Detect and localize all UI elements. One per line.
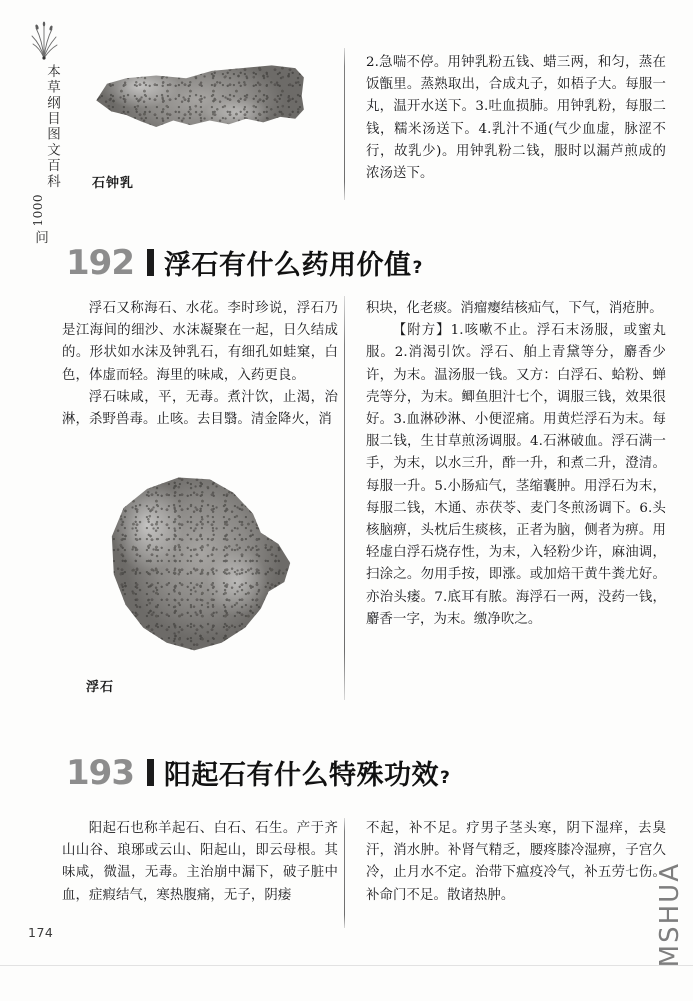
column-divider-193 [344,818,345,928]
section-heading-193 [66,753,450,793]
section-193-right-column [366,818,666,907]
footer-divider [0,965,693,966]
section-number: 193 [66,753,134,793]
heading-separator-bar [147,249,154,276]
spine-number: 1000 [31,194,45,227]
paragraph: 2.急喘不停。用钟乳粉五钱、蜡三两，和匀，蒸在饭甑里。蒸熟取出，合成丸子，如梧子大。每服一丸，温开水送下。3.吐血损肺。用钟乳粉，每服二钱，糯米汤送下。4.乳汁不通(气少血虚，脉涩不行，故乳少)。用钟乳粉二钱，服时以漏芦煎成的浓汤送下。 [366,55,666,182]
spine-title-text: 本草纲目图文百科 [44,64,60,190]
column-divider-192 [344,296,345,700]
watermark-text: MSHUA [655,862,685,968]
pumice-specimen-photo [104,468,300,658]
section-question-mark: ? [412,258,423,278]
paragraph: 浮石味咸，平，无毒。煮汁饮，止渴，治淋，杀野兽毒。止咳。去目翳。清金降火，消 [62,389,338,428]
spine-suffix: 问 [32,230,48,244]
section-number: 192 [66,243,134,283]
spine-title-block [27,18,61,248]
section-192-left-column [62,298,338,431]
section-title: 浮石有什么药用价值 [163,250,412,281]
section-title: 阳起石有什么特殊功效 [163,760,439,791]
section-heading-192 [66,243,422,283]
heading-separator-bar [147,759,154,786]
section-192-right-column [366,298,666,631]
stalactite-specimen-photo [92,58,306,150]
top-right-text-block [366,52,666,185]
paragraph: 阳起石也称羊起石、白石、石生。产于齐山山谷、琅琊或云山、阳起山，即云母根。其味咸，微温，无毒。主治崩中漏下，破子脏中血，症瘕结气，寒热腹痛，无子，阴痿 [62,821,338,903]
section-question-mark: ? [439,768,450,788]
page-number: 174 [28,925,54,940]
paragraph: 不起，补不足。疗男子茎头寒，阴下湿痒，去臭汗，消水肿。补肾气精乏，腰疼膝冷湿痹，子宫久冷，止月水不定。治带下瘟疫冷气，补五劳七伤。补命门不足。散诸热肿。 [366,821,666,903]
paragraph: 【附方】1.咳嗽不止。浮石末汤服，或蜜丸服。2.消渴引饮。浮石、舶上青黛等分，麝香少许，为末。温汤服一钱。又方：白浮石、蛤粉、蝉壳等分，为末。鲫鱼胆汁七个，调服三钱，效果很好。3.血淋砂淋、小便涩痛。用黄烂浮石为末。每服二钱，生甘草煎汤调服。4.石淋破血。浮石满一手，为末，以水三升，酢一升，和煮二升，澄清。每服一升。5.小肠疝气，茎缩囊肿。用浮石为末，每服二钱，木通、赤茯苓、麦门冬煎汤调下。6.头核脑痹，头枕后生痰核，正者为脑，侧者为痹。用轻虚白浮石烧存性，为末，入轻粉少许，麻油调，扫涂之。勿用手按，即涨。或加焙干黄牛粪尤好。亦治头瘘。7.底耳有脓。海浮石一两，没药一钱，麝香一字，为末。缴净吹之。 [366,323,666,627]
figure-caption: 浮石 [86,680,115,695]
grass-sprig-icon [27,18,61,60]
figure-pumice [86,468,300,695]
figure-stalactite [92,58,306,191]
column-divider-top [344,48,345,200]
paragraph: 积块，化老痰。消瘤瘿结核疝气，下气，消疮肿。 [366,301,663,316]
paragraph: 浮石又称海石、水花。李时珍说，浮石乃是江海间的细沙、水沫凝聚在一起，日久结成的。形状如水沫及钟乳石，有细孔如蛙窠，白色，体虚而轻。海里的味咸，入药更良。 [62,301,338,383]
figure-caption: 石钟乳 [92,176,135,191]
section-193-left-column [62,818,338,907]
